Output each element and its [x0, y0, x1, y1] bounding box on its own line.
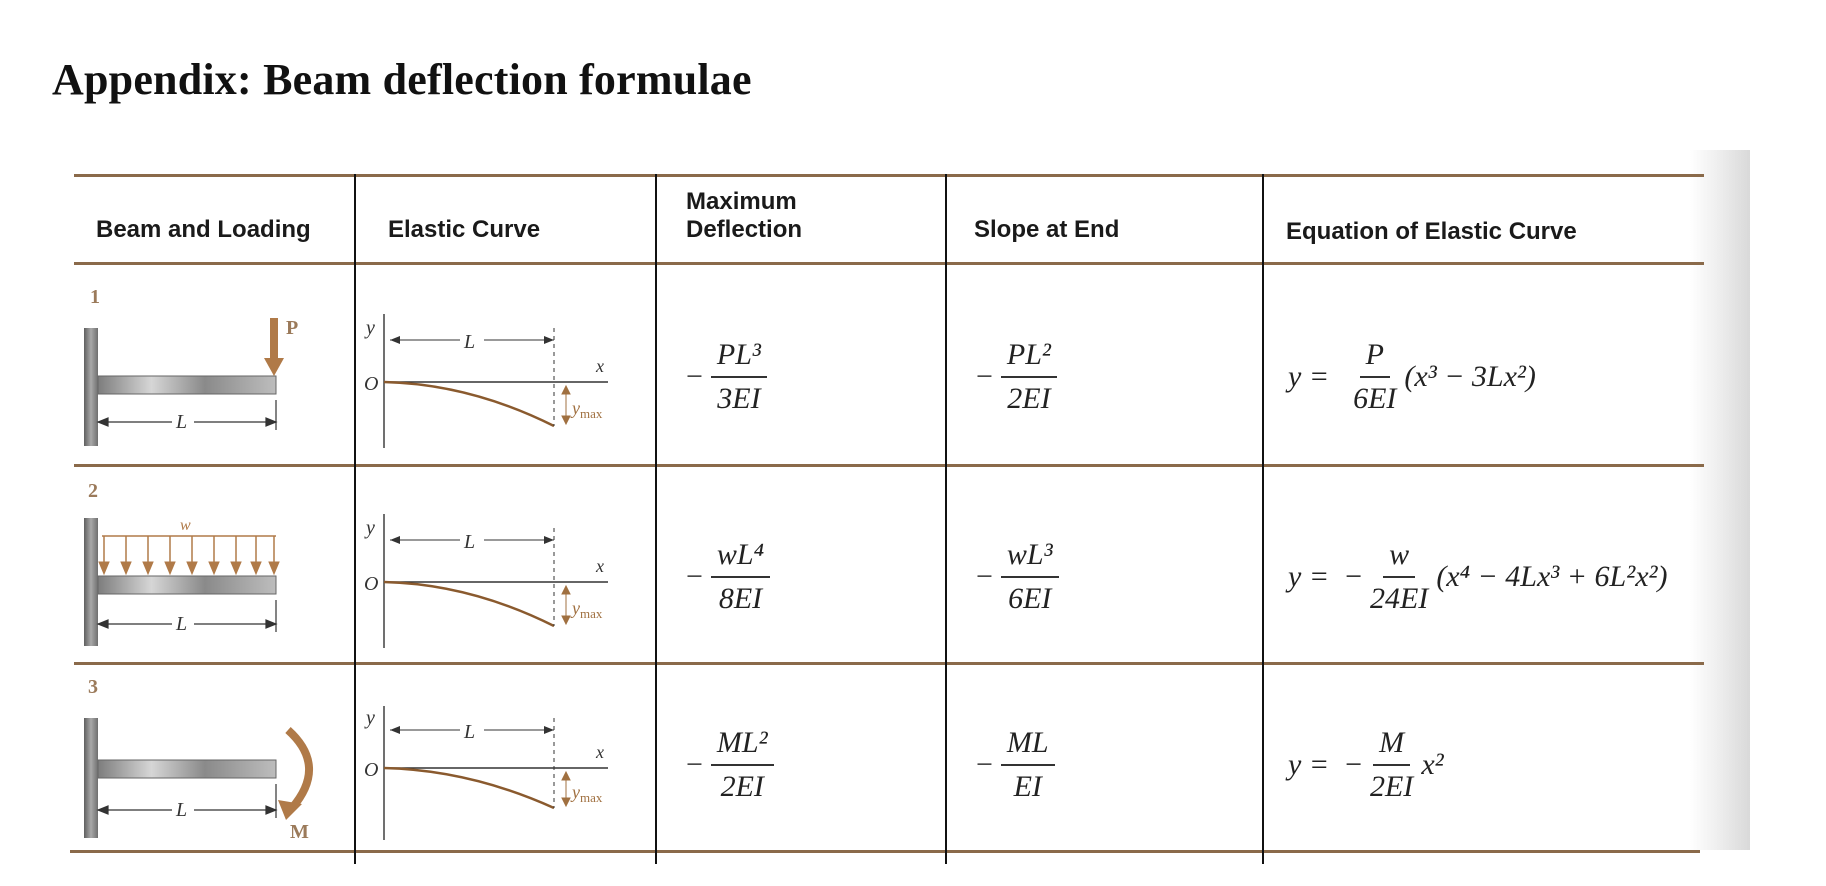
row-2-bottom-rule	[74, 662, 1704, 665]
row-2-max-deflection: − $\frac{\text{wL⁴}}{8EI}$	[686, 538, 770, 616]
row-3-curve-ymax-label: $y_{max}$	[572, 782, 603, 805]
row-2-distributed-load-icon	[99, 536, 279, 574]
row-3-curve-x-axis-label: x	[596, 742, 604, 762]
row-2-equation-denominator: 24EI	[1369, 582, 1429, 615]
column-divider-4	[1262, 174, 1264, 864]
row-1-load-label: P	[286, 317, 299, 339]
row-2-equation: y = − $\frac{w}{24EI}$ (x⁴ − 4Lx³ + 6L²x²)	[1288, 538, 1668, 615]
row-3-slope-numerator: ML	[1001, 726, 1055, 766]
row-2-slope-at-end: − $\frac{\text{wL³}}{6EI}$	[976, 538, 1059, 616]
row-1-curve-ymax-label: $y_{max}$	[572, 398, 603, 421]
row-1-slope-numerator: PL²	[1001, 338, 1057, 378]
row-1-number: 1	[90, 286, 100, 308]
row-3-wall	[84, 718, 98, 838]
row-1-max-deflection-denominator: 3EI	[717, 382, 761, 415]
row-2-curve-ymax-label: $y_{max}$	[572, 598, 603, 621]
row-3-max-deflection: − $\frac{\text{ML²}}{2EI}$	[686, 726, 774, 804]
row-1-elastic-curve	[360, 310, 650, 460]
row-1-equation-numerator: P	[1360, 338, 1390, 378]
header-slope-at-end: Slope at End	[974, 216, 1120, 243]
row-2-number: 2	[88, 480, 98, 502]
row-3-beam-diagram	[80, 700, 340, 850]
header-bottom-rule	[74, 262, 1704, 265]
row-1-max-deflection-numerator: PL³	[711, 338, 767, 378]
row-2-load-label: w	[180, 517, 191, 534]
row-2-curve-x-axis-label: x	[596, 556, 604, 576]
row-1-wall	[84, 328, 98, 446]
column-divider-3	[945, 174, 947, 864]
row-1-slope-at-end: − $\frac{\text{PL²}}{2EI}$	[976, 338, 1057, 416]
row-1-load-arrow-icon	[264, 318, 284, 376]
header-maximum-deflection	[686, 188, 802, 244]
row-3-moment-arrow-icon	[278, 730, 309, 820]
row-3-curve-origin-label: O	[364, 759, 379, 781]
row-3-curve-L-label: L	[464, 721, 476, 743]
row-3-slope-denominator: EI	[1013, 770, 1042, 803]
row-1-span-label: L	[176, 411, 188, 433]
row-2-span-label: L	[176, 613, 188, 635]
row-3-beam	[98, 760, 276, 778]
row-3-equation-lhs: y =	[1288, 748, 1330, 781]
row-3-equation-numerator: M	[1373, 726, 1410, 766]
page-title: Appendix: Beam deflection formulae	[52, 55, 752, 104]
row-2-wall	[84, 518, 98, 646]
row-1-slope-denominator: 2EI	[1007, 382, 1051, 415]
row-2-curve-origin-label: O	[364, 573, 379, 595]
row-1-curve-L-label: L	[464, 331, 476, 353]
row-2-slope-numerator: wL³	[1001, 538, 1059, 578]
row-3-equation-denominator: 2EI	[1369, 770, 1414, 803]
row-3-slope-at-end: − $\frac{ML}{EI}$	[976, 726, 1055, 804]
header-beam-and-loading: Beam and Loading	[96, 216, 311, 243]
row-2-max-deflection-denominator: 8EI	[718, 582, 763, 615]
header-maximum-line2: Deflection	[686, 216, 803, 243]
row-2-slope-denominator: 6EI	[1008, 582, 1052, 615]
row-2-beam	[98, 576, 276, 594]
table-top-rule	[74, 174, 1704, 177]
row-1-equation	[1280, 338, 1544, 416]
header-elastic-curve: Elastic Curve	[388, 216, 541, 243]
row-3-max-deflection-numerator: ML²	[711, 726, 774, 766]
column-divider-1	[354, 174, 356, 864]
table-bottom-rule	[70, 850, 1700, 853]
row-2-equation-lhs: y =	[1288, 560, 1330, 593]
row-3-number: 3	[88, 676, 98, 698]
row-1-bottom-rule	[74, 464, 1704, 467]
row-1-curve-origin-label: O	[364, 373, 379, 395]
row-3-equation-tail: x²	[1421, 748, 1444, 781]
row-2-equation-tail: (x⁴ − 4Lx³ + 6L²x²)	[1436, 560, 1668, 593]
column-divider-2	[655, 174, 657, 864]
row-3-max-deflection-denominator: 2EI	[720, 770, 764, 803]
row-2-curve-L-label: L	[464, 531, 476, 553]
row-1-max-deflection: − $\frac{\text{PL³}}{3EI}$	[686, 338, 767, 416]
row-3-curve-y-axis-label: y	[366, 707, 375, 729]
row-1-curve-x-axis-label: x	[596, 356, 604, 376]
row-1-equation-tail: (x³ − 3Lx²)	[1404, 360, 1536, 393]
row-1-curve-y-axis-label: y	[366, 317, 375, 339]
row-3-span-label: L	[176, 799, 188, 821]
row-1-beam-diagram	[80, 300, 340, 450]
row-2-equation-numerator: w	[1383, 538, 1415, 578]
row-3-load-label: M	[290, 821, 309, 843]
row-2-curve-y-axis-label: y	[366, 517, 375, 539]
row-2-beam-diagram	[80, 500, 340, 650]
row-3-equation: y = − $\frac{M}{2EI}$ x²	[1288, 726, 1444, 803]
header-maximum-line1: Maximum	[686, 188, 797, 215]
row-1-equation-denominator: 6EI	[1353, 382, 1397, 415]
row-2-elastic-curve	[360, 510, 650, 660]
header-equation-of-elastic-curve: Equation of Elastic Curve	[1286, 218, 1577, 245]
row-3-elastic-curve	[360, 702, 650, 852]
row-1-beam	[98, 376, 276, 394]
row-2-max-deflection-numerator: wL⁴	[711, 538, 770, 578]
row-1-equation-lhs: y =	[1288, 360, 1330, 393]
